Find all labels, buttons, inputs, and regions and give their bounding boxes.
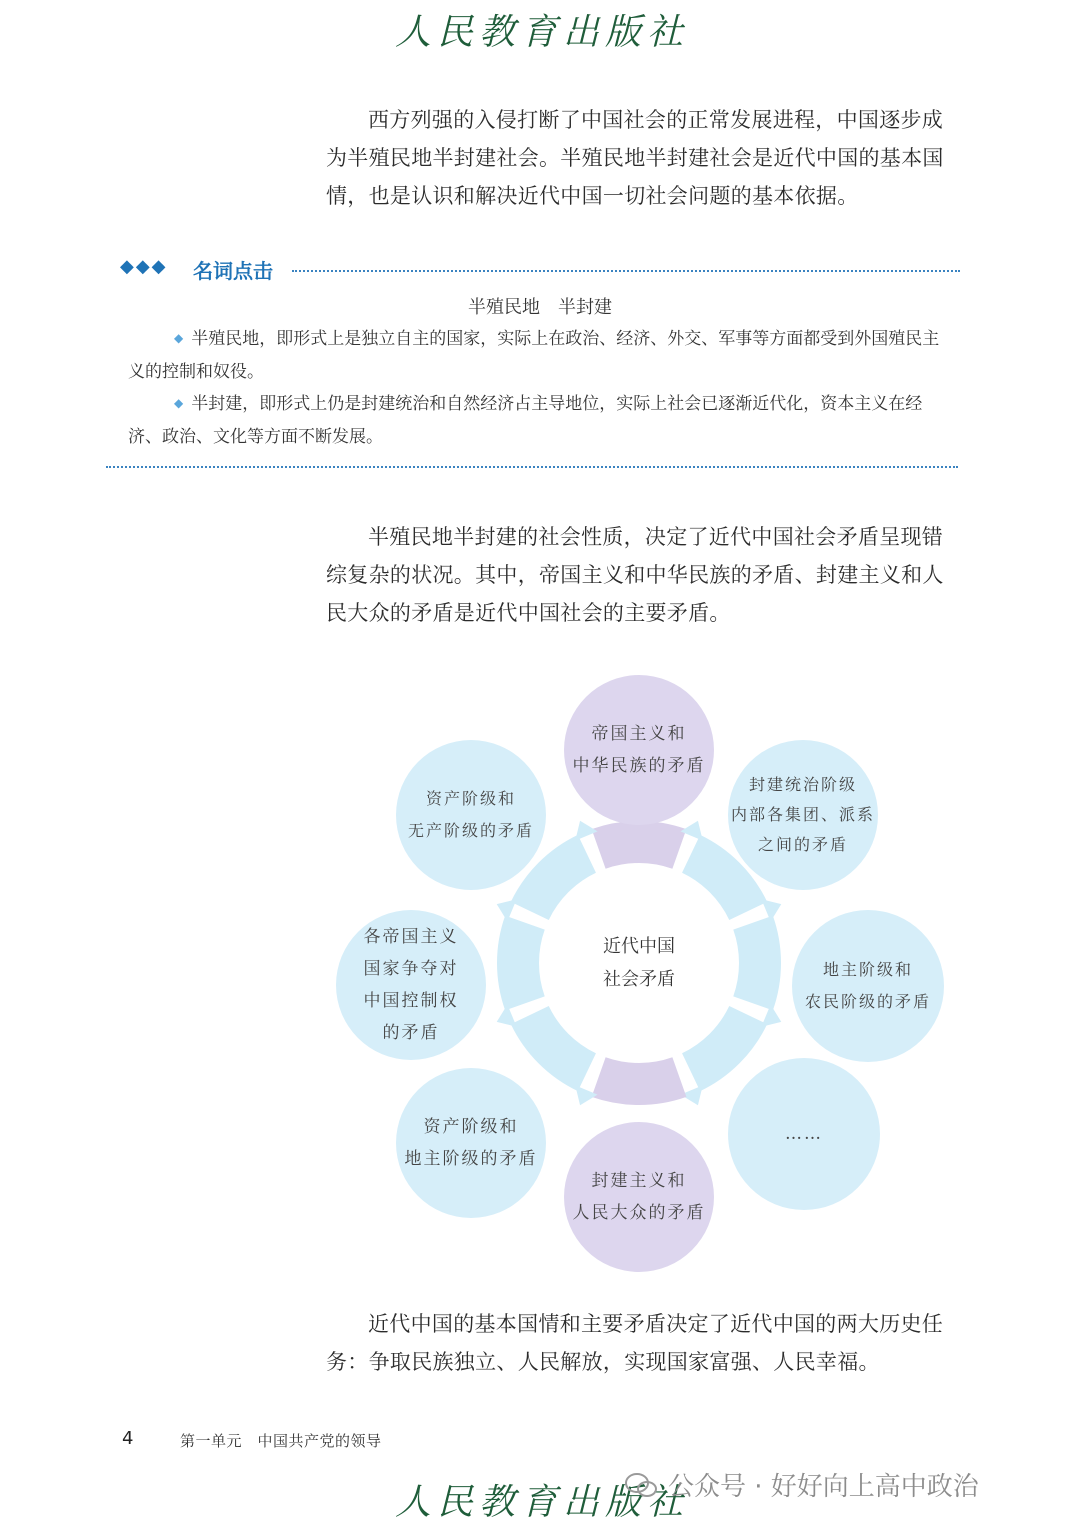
node-imperialist-powers: 各帝国主义 国家争夺对 中国控制权 的矛盾 xyxy=(336,910,486,1060)
diamond-bullet-icon: ◆ xyxy=(174,396,184,410)
node-feudal-factions: 封建统治阶级 内部各集团、派系 之间的矛盾 xyxy=(728,740,878,890)
footer-section-title: 第一单元 中国共产党的领导 xyxy=(180,1432,382,1450)
node-ellipsis: …… xyxy=(728,1058,880,1210)
glossary-item-1 xyxy=(128,322,940,389)
node-landlord-peasant: 地主阶级和 农民阶级的矛盾 xyxy=(792,910,944,1062)
contradictions-diagram xyxy=(330,670,950,1280)
node-bourgeois-landlord: 资产阶级和 地主阶级的矛盾 xyxy=(396,1068,546,1218)
body-paragraph-1: 西方列强的入侵打断了中国社会的正常发展进程，中国逐步成为半殖民地半封建社会。半殖民地半封建社会是近代中国的基本国情，也是认识和解决近代中国一切社会问题的基本依据。 xyxy=(326,108,944,208)
watermark-text: 公众号 · 好好向上高中政治 xyxy=(668,1472,979,1502)
glossary-item-2-text: 半封建，即形式上仍是封建统治和自然经济占主导地位，实际上社会已逐渐近代化，资本主义在经济、政治、文化等方面不断发展。 xyxy=(128,394,923,447)
ring-arrow xyxy=(575,821,597,841)
ring-segment xyxy=(497,916,545,1011)
glossary-item-2 xyxy=(128,387,940,454)
ring-segment xyxy=(592,1057,687,1105)
body-paragraph-3: 近代中国的基本国情和主要矛盾决定了近代中国的两大历史任务：争取民族独立、人民解放，实现国家富强、人民幸福。 xyxy=(326,1312,944,1374)
publisher-logo-top: 人民教育出版社 xyxy=(395,12,690,53)
watermark xyxy=(624,1466,979,1503)
ring-segment xyxy=(733,916,781,1011)
page-number: 4 xyxy=(122,1428,134,1449)
node-bourgeois-proletariat: 资产阶级和 无产阶级的矛盾 xyxy=(396,740,546,890)
body-paragraph-2: 半殖民地半封建的社会性质，决定了近代中国社会矛盾呈现错综复杂的状况。其中，帝国主义和中华民族的矛盾、封建主义和人民大众的矛盾是近代中国社会的主要矛盾。 xyxy=(326,525,944,625)
dotted-divider-top xyxy=(292,270,960,272)
ring-segment xyxy=(592,821,687,869)
glossary-item-1-text: 半殖民地，即形式上是独立自主的国家，实际上在政治、经济、外交、军事等方面都受到外国殖民主义的控制和奴役。 xyxy=(128,329,940,382)
publisher-logo-bottom: 人民教育出版社 xyxy=(395,1482,690,1523)
node-imperialism-nation: 帝国主义和 中华民族的矛盾 xyxy=(564,675,714,825)
glossary-title: 名词点击 xyxy=(193,259,273,283)
diamond-icons: ◆◆◆ xyxy=(120,256,168,277)
ring-segment xyxy=(511,1006,596,1091)
diagram-center-label: 近代中国 社会矛盾 xyxy=(574,898,704,1028)
dotted-divider-bottom xyxy=(106,466,958,468)
diamond-bullet-icon: ◆ xyxy=(174,331,184,345)
glossary-header xyxy=(120,254,960,288)
wechat-icon xyxy=(624,1472,658,1498)
glossary-subtitle: 半殖民地 半封建 xyxy=(468,297,612,318)
node-feudalism-people: 封建主义和 人民大众的矛盾 xyxy=(564,1122,714,1272)
